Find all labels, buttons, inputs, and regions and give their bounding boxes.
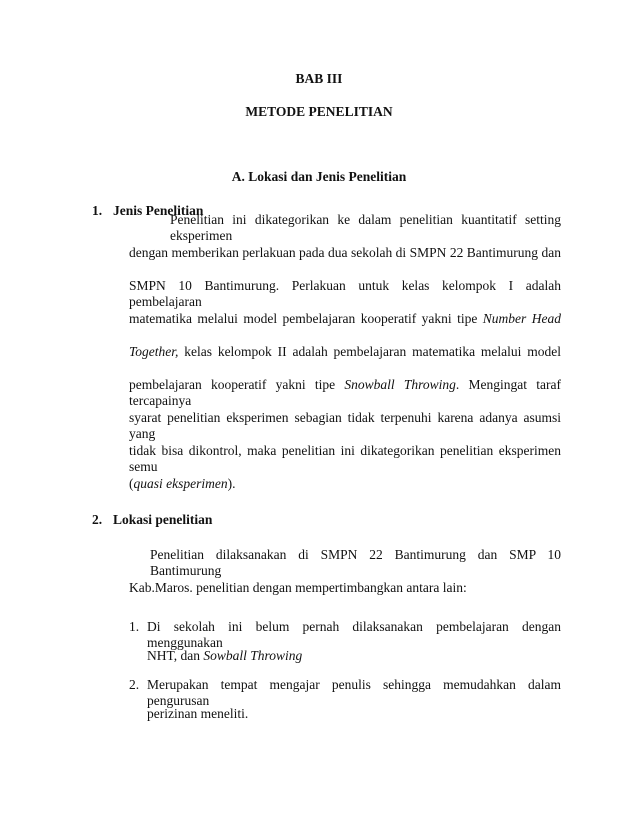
text-run: kelas kelompok II adalah pembelajaran matematika melalui model	[178, 344, 561, 359]
subsection-title: Jenis Penelitian	[113, 203, 204, 218]
paragraph-line	[129, 344, 561, 360]
list-item-line: Di sekolah ini belum pernah dilaksanakan pembelajaran dengan menggunakan	[147, 619, 561, 650]
italic-term: Number Head	[482, 311, 561, 326]
list-item-number: 2.	[129, 677, 140, 692]
text-run: tidak bisa dikontrol, maka penelitian ini dikategorikan penelitian eksperimen semu	[129, 443, 561, 474]
text-run: perizinan meneliti.	[147, 706, 249, 721]
text-run: Penelitian ini dikategorikan ke dalam penelitian kuantitatif setting eksperimen	[170, 212, 561, 243]
text-run: syarat penelitian eksperimen sebagian tidak terpenuhi karena adanya asumsi yang	[129, 410, 561, 441]
paragraph-line: Penelitian dilaksanakan di SMPN 22 Bantimurung dan SMP 10 Bantimurung	[150, 547, 561, 578]
list-item-line	[147, 648, 302, 664]
paragraph-line	[129, 410, 561, 442]
subsection-title: Lokasi penelitian	[113, 512, 213, 527]
subsection-number: 1.	[92, 203, 103, 218]
paragraph-line: Kab.Maros. penelitian dengan mempertimbangkan antara lain:	[129, 580, 467, 595]
paragraph-line	[129, 278, 561, 310]
text-run: matematika melalui model pembelajaran kooperatif yakni tipe	[129, 311, 483, 326]
chapter-heading: BAB III	[295, 71, 343, 86]
paragraph-line	[129, 311, 561, 327]
text-run: . Mengingat taraf tercapainya	[129, 377, 561, 408]
text-run: dengan memberikan perlakuan pada dua sekolah di SMPN 22 Bantimurung dan	[129, 245, 561, 260]
list-item-number: 1.	[129, 619, 140, 634]
italic-term: Together,	[129, 344, 179, 359]
subsection-number: 2.	[92, 512, 103, 527]
text-run: pembelajaran kooperatif yakni tipe	[129, 377, 345, 392]
text-run: ).	[227, 476, 236, 491]
section-heading: A. Lokasi dan Jenis Penelitian	[231, 169, 407, 184]
paragraph-line	[129, 377, 561, 409]
list-item-line	[147, 706, 248, 722]
text-run: NHT, dan	[147, 648, 204, 663]
text-run: SMPN 10 Bantimurung. Perlakuan untuk kelas kelompok I adalah pembelajaran	[129, 278, 561, 309]
italic-term: Snowball Throwing	[344, 377, 456, 392]
chapter-title: METODE PENELITIAN	[245, 104, 393, 119]
paragraph-line	[170, 212, 561, 244]
paragraph-line	[129, 443, 561, 475]
text-run: (	[129, 476, 134, 491]
italic-term: Sowball Throwing	[203, 648, 303, 663]
paragraph-line	[129, 245, 561, 261]
list-item-line: Merupakan tempat mengajar penulis sehingga memudahkan dalam pengurusan	[147, 677, 561, 708]
paragraph-line	[129, 476, 235, 492]
italic-term: quasi eksperimen	[133, 476, 228, 491]
